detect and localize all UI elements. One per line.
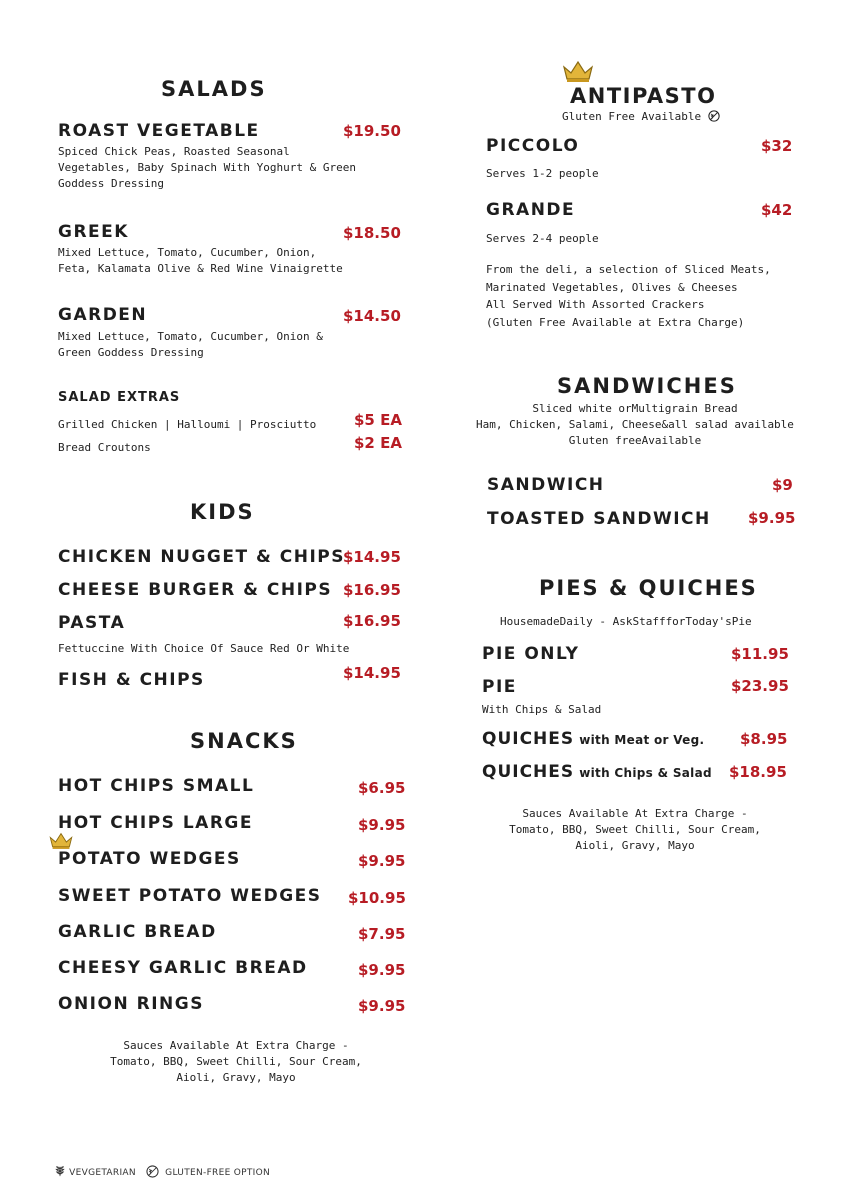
desc-line: Feta, Kalamata Olive & Red Wine Vinaigrette	[58, 262, 343, 275]
pies-title: PIES & QUICHES	[539, 576, 758, 600]
snack-item-name: HOT CHIPS LARGE	[58, 813, 253, 833]
sandwich-item-name: TOASTED SANDWICH	[487, 509, 711, 529]
pie-item-price: $18.95	[729, 763, 787, 781]
note-line: From the deli, a selection of Sliced Meats,	[486, 263, 771, 276]
snacks-sauces-note	[100, 1038, 372, 1086]
desc-line: Green Goddess Dressing	[58, 346, 204, 359]
note-line: Aioli, Gravy, Mayo	[575, 839, 695, 852]
sandwich-item-price: $9	[772, 476, 793, 494]
antipasto-piccolo-desc: Serves 1-2 people	[486, 167, 599, 180]
snack-item-name: POTATO WEDGES	[58, 849, 241, 869]
pies-desc: HousemadeDaily - AskStaffforToday'sPie	[500, 615, 752, 628]
salads-title: SALADS	[161, 77, 267, 101]
salad-greek-desc	[58, 245, 343, 277]
legend-vegetarian	[54, 1165, 136, 1178]
salad-roast-vegetable-name: ROAST VEGETABLE	[58, 121, 260, 141]
salad-garden-price: $14.50	[343, 307, 401, 325]
kids-item-name: PASTA	[58, 613, 126, 633]
snack-item-price: $7.95	[358, 925, 406, 943]
desc-line: Goddess Dressing	[58, 177, 164, 190]
legend-gluten-free-label: GLUTEN-FREE OPTION	[165, 1168, 271, 1178]
salad-garden-name: GARDEN	[58, 305, 148, 325]
antipasto-grande-price: $42	[761, 201, 793, 219]
salad-extras-title: SALAD EXTRAS	[58, 390, 181, 405]
antipasto-subtitle	[562, 109, 720, 125]
kids-item-price: $16.95	[343, 612, 401, 630]
sandwich-item-name: SANDWICH	[487, 475, 605, 495]
crown-icon	[48, 831, 74, 850]
salad-extra-1-name: Grilled Chicken | Halloumi | Prosciutto	[58, 418, 317, 431]
quiche-item-suffix: with Meat or Veg.	[579, 733, 705, 747]
desc-line: Mixed Lettuce, Tomato, Cucumber, Onion &	[58, 330, 323, 343]
quiche-item-row	[482, 762, 712, 782]
pies-sauces-note	[498, 806, 772, 854]
antipasto-piccolo-price: $32	[761, 137, 793, 155]
sandwiches-desc	[470, 401, 800, 449]
note-line: Marinated Vegetables, Olives & Cheeses	[486, 280, 738, 294]
pie-item-price: $23.95	[731, 677, 789, 695]
pie-item-name: PIE	[482, 677, 517, 697]
kids-title: KIDS	[190, 500, 255, 524]
quiche-item-name: QUICHES	[482, 762, 575, 782]
snack-item-name: HOT CHIPS SMALL	[58, 776, 255, 796]
snack-item-price: $6.95	[358, 779, 406, 797]
crown-icon	[561, 59, 595, 83]
snacks-title: SNACKS	[190, 729, 298, 753]
kids-item-name: CHEESE BURGER & CHIPS	[58, 580, 333, 600]
kids-pasta-desc: Fettuccine With Choice Of Sauce Red Or White	[58, 642, 350, 655]
desc-line: Vegetables, Baby Spinach With Yoghurt & Green	[58, 161, 357, 174]
quiche-item-suffix: with Chips & Salad	[579, 766, 712, 780]
snack-item-price: $9.95	[358, 997, 406, 1015]
quiche-item-name: QUICHES	[482, 729, 575, 749]
vegetarian-icon	[54, 1165, 66, 1177]
antipasto-subtitle-text: Gluten Free Available	[562, 110, 702, 123]
antipasto-grande-desc: Serves 2-4 people	[486, 232, 599, 245]
salad-extra-2-price: $2 EA	[354, 434, 402, 452]
salad-extra-2-name: Bread Croutons	[58, 441, 151, 454]
salad-greek-name: GREEK	[58, 222, 129, 242]
snack-item-price: $9.95	[358, 961, 406, 979]
note-line: Aioli, Gravy, Mayo	[176, 1071, 296, 1084]
note-line: Tomato, BBQ, Sweet Chilli, Sour Cream,	[509, 823, 761, 836]
antipasto-title: ANTIPASTO	[570, 84, 717, 108]
desc-line: Spiced Chick Peas, Roasted Seasonal	[58, 145, 290, 158]
kids-item-price: $14.95	[343, 664, 401, 682]
sandwich-item-price: $9.95	[748, 509, 796, 527]
snack-item-name: CHEESY GARLIC BREAD	[58, 958, 308, 978]
pie-item-price: $11.95	[731, 645, 789, 663]
note-line: (Gluten Free Available at Extra Charge)	[486, 315, 745, 329]
desc-line: Mixed Lettuce, Tomato, Cucumber, Onion,	[58, 246, 317, 259]
salad-roast-vegetable-price: $19.50	[343, 122, 401, 140]
salad-garden-desc	[58, 329, 323, 361]
antipasto-piccolo-name: PICCOLO	[486, 136, 580, 156]
pie-item-name: PIE ONLY	[482, 644, 580, 664]
kids-item-price: $16.95	[343, 581, 401, 599]
sandwiches-title: SANDWICHES	[557, 374, 737, 398]
salad-greek-price: $18.50	[343, 224, 401, 242]
note-line: Tomato, BBQ, Sweet Chilli, Sour Cream,	[110, 1055, 362, 1068]
antipasto-grande-name: GRANDE	[486, 200, 576, 220]
gluten-free-icon	[146, 1165, 159, 1178]
quiche-item-row	[482, 729, 704, 749]
kids-item-name: FISH & CHIPS	[58, 670, 205, 690]
snack-item-name: ONION RINGS	[58, 994, 204, 1014]
snack-item-price: $9.95	[358, 852, 406, 870]
pie-item-price: $8.95	[740, 730, 788, 748]
desc-line: Ham, Chicken, Salami, Cheese&all salad available	[476, 418, 794, 431]
desc-line: Gluten freeAvailable	[568, 434, 702, 447]
legend-gluten-free	[146, 1165, 270, 1178]
snack-item-name: SWEET POTATO WEDGES	[58, 886, 322, 906]
snack-item-price: $10.95	[348, 889, 406, 907]
note-line: Sauces Available At Extra Charge -	[123, 1039, 349, 1052]
gluten-free-icon	[708, 110, 720, 122]
pie-desc: With Chips & Salad	[482, 703, 602, 716]
kids-item-name: CHICKEN NUGGET & CHIPS	[58, 547, 345, 567]
kids-item-price: $14.95	[343, 548, 401, 566]
salad-extra-1-price: $5 EA	[354, 411, 402, 429]
desc-line: Sliced white orMultigrain Bread	[532, 402, 738, 415]
antipasto-note	[486, 261, 771, 331]
snack-item-name: GARLIC BREAD	[58, 922, 217, 942]
note-line: Sauces Available At Extra Charge -	[522, 807, 748, 820]
note-line: All Served With Assorted Crackers	[486, 298, 705, 311]
salad-roast-vegetable-desc	[58, 144, 356, 192]
snack-item-price: $9.95	[358, 816, 406, 834]
legend-vegetarian-label: VEVGETARIAN	[69, 1168, 136, 1178]
